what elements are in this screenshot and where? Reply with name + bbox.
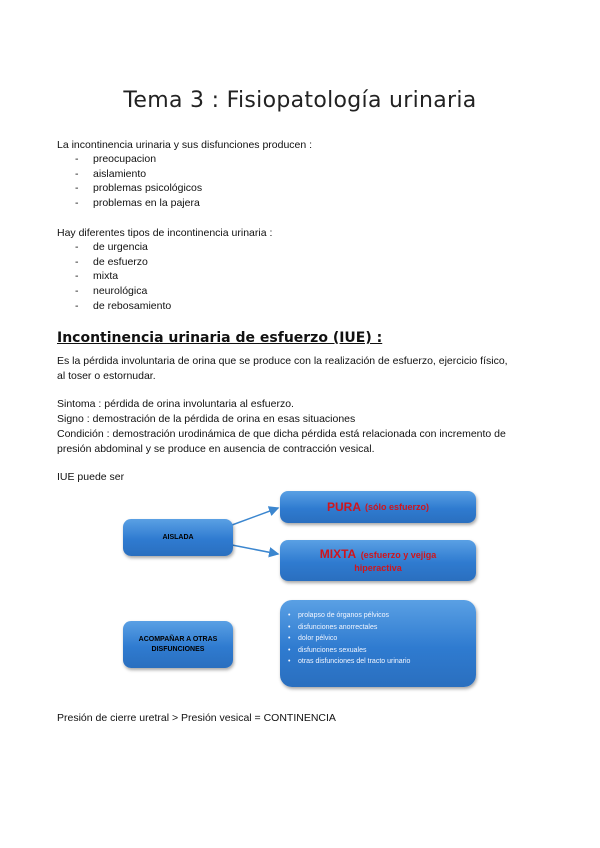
pura-box <box>280 491 476 523</box>
mixta-main-label: MIXTA <box>319 546 357 561</box>
list-item: • otras disfunciones del tracto urinario <box>288 656 468 668</box>
types-intro-text: Hay diferentes tipos de incontinencia urinaria : <box>57 227 273 239</box>
symptom-text: Sintoma : pérdida de orina involuntaria al esfuerzo. <box>57 398 294 410</box>
iue-label: IUE puede ser <box>57 471 125 483</box>
list-item: - problemas psicológicos <box>75 181 202 196</box>
list-item: • disfunciones sexuales <box>288 645 468 657</box>
arrow-to-pura <box>232 508 278 525</box>
aislada-box <box>123 519 233 556</box>
list-item: - mixta <box>75 269 171 284</box>
page-title: Tema 3 : Fisiopatología urinaria <box>123 88 477 113</box>
list-item: • dolor pélvico <box>288 633 468 645</box>
mixta-sub-label-2: hiperactiva <box>354 562 402 573</box>
dysfunctions-box <box>280 600 476 687</box>
list-item: - aislamiento <box>75 167 202 182</box>
pura-main-label: PURA <box>326 500 361 514</box>
arrow-to-mixta <box>232 545 278 554</box>
sign-text: Signo : demostración de la pérdida de orina en esas situaciones <box>57 413 356 425</box>
list-item: - neurológica <box>75 284 171 299</box>
mixta-sub-label-1: (esfuerzo y vejiga <box>360 549 437 560</box>
effects-list <box>75 152 202 211</box>
list-item: • prolapso de órganos pélvicos <box>288 610 468 622</box>
condition-line-2: presión abdominal y se produce en ausencia de contracción vesical. <box>57 443 375 455</box>
section-heading: Incontinencia urinaria de esfuerzo (IUE) : <box>57 330 383 346</box>
list-item: - de urgencia <box>75 240 171 255</box>
acompanar-label-1: ACOMPAÑAR A OTRAS <box>138 635 218 643</box>
list-item: - problemas en la pajera <box>75 196 202 211</box>
pura-sub-label: (sólo esfuerzo) <box>365 502 430 512</box>
continence-formula: Presión de cierre uretral > Presión vesical = CONTINENCIA <box>57 712 336 724</box>
aislada-label: AISLADA <box>162 534 194 541</box>
list-item: - preocupacion <box>75 152 202 167</box>
acompanar-box <box>123 621 233 668</box>
acompanar-label-2: DISFUNCIONES <box>151 645 205 653</box>
list-item: - de esfuerzo <box>75 255 171 270</box>
definition-line-2: al toser o estornudar. <box>57 370 156 382</box>
list-item: • disfunciones anorrectales <box>288 622 468 634</box>
types-list <box>75 240 171 314</box>
mixta-box <box>280 540 476 581</box>
definition-line-1: Es la pérdida involuntaria de orina que se produce con la realización de esfuerzo, ejercicio físico, <box>57 355 508 367</box>
condition-line-1: Condición : demostración urodinámica de que dicha pérdida está relacionada con incremento de <box>57 428 506 440</box>
list-item: - de rebosamiento <box>75 299 171 314</box>
dysfunctions-list <box>288 610 468 668</box>
intro-text: La incontinencia urinaria y sus disfunciones producen : <box>57 139 313 151</box>
